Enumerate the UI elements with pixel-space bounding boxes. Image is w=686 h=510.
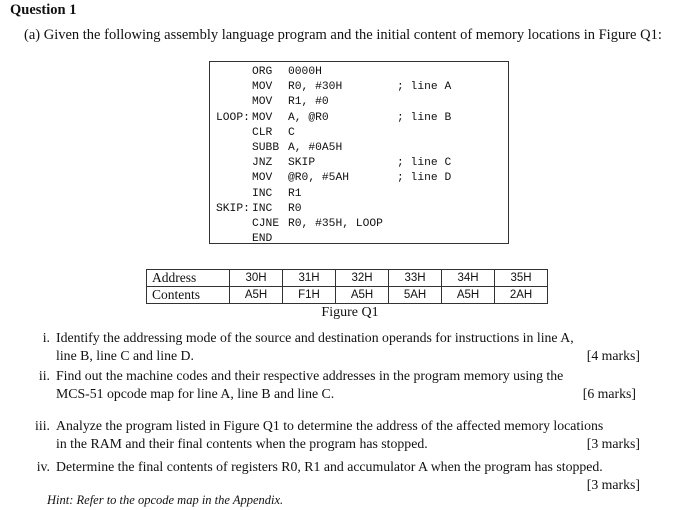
item-text: Analyze the program listed in Figure Q1 to determine the address of the affected memory locations: [56, 418, 604, 433]
address-cell: 30H: [230, 270, 283, 287]
contents-cell: A5H: [230, 287, 283, 304]
code-mnemonic: END: [252, 233, 273, 246]
code-mnemonic: CLR: [252, 126, 273, 139]
code-label: SKIP:: [216, 202, 250, 215]
item-marks: [3 marks]: [586, 477, 640, 492]
code-mnemonic: INC: [252, 187, 273, 200]
address-header: Address: [147, 270, 230, 287]
question-item-i: [26, 329, 640, 365]
contents-cell: A5H: [336, 287, 389, 304]
code-line: [210, 187, 508, 202]
contents-cell: 2AH: [495, 287, 548, 304]
item-text-cont: line B, line C and line D.: [56, 348, 194, 363]
address-cell: 32H: [336, 270, 389, 287]
code-operands: R0: [288, 202, 302, 215]
code-line: [210, 111, 508, 126]
address-cell: 31H: [283, 270, 336, 287]
question-title: Question 1: [10, 2, 77, 18]
address-cell: 35H: [495, 270, 548, 287]
code-line: [210, 217, 508, 232]
code-operands: A, #0A5H: [288, 142, 343, 154]
item-marks: [6 marks]: [582, 386, 636, 401]
code-mnemonic: MOV: [252, 172, 273, 185]
code-operands: R1, #0: [288, 96, 329, 109]
program-listing: [209, 61, 509, 244]
code-operands: R0, #30H: [288, 81, 343, 94]
code-comment: ; line C: [397, 157, 452, 170]
item-text-cont: in the RAM and their final contents when the program has stopped.: [56, 436, 428, 451]
code-line: [210, 232, 508, 247]
item-text: Find out the machine codes and their respective addresses in the program memory using the: [56, 368, 564, 383]
item-number: ii.: [38, 368, 50, 383]
code-operands: @R0, #5AH: [288, 172, 350, 185]
item-text: Determine the final contents of registers R0, R1 and accumulator A when the program has stopped.: [56, 459, 603, 474]
code-line: [210, 126, 508, 141]
question-intro: (a) Given the following assembly language program and the initial content of memory locations in Figure Q1:: [24, 27, 662, 43]
code-mnemonic: CJNE: [252, 218, 280, 230]
question-item-ii: [26, 367, 636, 403]
code-mnemonic: SUBB: [252, 142, 280, 154]
item-text: Identify the addressing mode of the source and destination operands for instructions in line A,: [56, 330, 574, 345]
code-line: [210, 202, 508, 217]
item-number: i.: [42, 330, 50, 345]
code-line: [210, 156, 508, 171]
code-operands: R1: [288, 187, 302, 200]
contents-cell: A5H: [442, 287, 495, 304]
question-item-iv: [26, 458, 640, 494]
code-mnemonic: MOV: [252, 111, 273, 124]
code-line: [210, 80, 508, 95]
code-operands: A, @R0: [288, 111, 329, 124]
address-row: [147, 270, 548, 287]
code-mnemonic: MOV: [252, 96, 273, 109]
figure-caption: Figure Q1: [321, 305, 379, 320]
code-comment: ; line D: [397, 172, 452, 185]
code-operands: C: [288, 126, 295, 139]
contents-row: [147, 287, 548, 304]
code-line: [210, 65, 508, 80]
code-line: [210, 141, 508, 156]
code-line: [210, 95, 508, 110]
item-number: iii.: [35, 418, 50, 433]
item-marks: [4 marks]: [586, 348, 640, 363]
code-mnemonic: JNZ: [252, 157, 273, 170]
code-comment: ; line B: [397, 111, 452, 124]
code-operands: 0000H: [288, 66, 322, 78]
code-line: [210, 171, 508, 186]
memory-table: [146, 269, 548, 304]
question-item-iii: [26, 417, 640, 453]
code-operands: R0, #35H, LOOP: [288, 218, 383, 230]
item-marks: [3 marks]: [586, 436, 640, 451]
code-comment: ; line A: [397, 81, 452, 94]
hint-note: Hint: Refer to the opcode map in the Appendix.: [47, 493, 284, 507]
code-mnemonic: MOV: [252, 81, 273, 94]
contents-cell: F1H: [283, 287, 336, 304]
code-label: LOOP:: [216, 111, 250, 124]
address-cell: 34H: [442, 270, 495, 287]
item-text-cont: MCS-51 opcode map for line A, line B and line C.: [56, 386, 335, 401]
address-cell: 33H: [389, 270, 442, 287]
contents-cell: 5AH: [389, 287, 442, 304]
code-mnemonic: INC: [252, 202, 273, 215]
contents-header: Contents: [147, 287, 230, 304]
code-mnemonic: ORG: [252, 66, 273, 78]
code-operands: SKIP: [288, 157, 316, 170]
item-number: iv.: [36, 459, 50, 474]
